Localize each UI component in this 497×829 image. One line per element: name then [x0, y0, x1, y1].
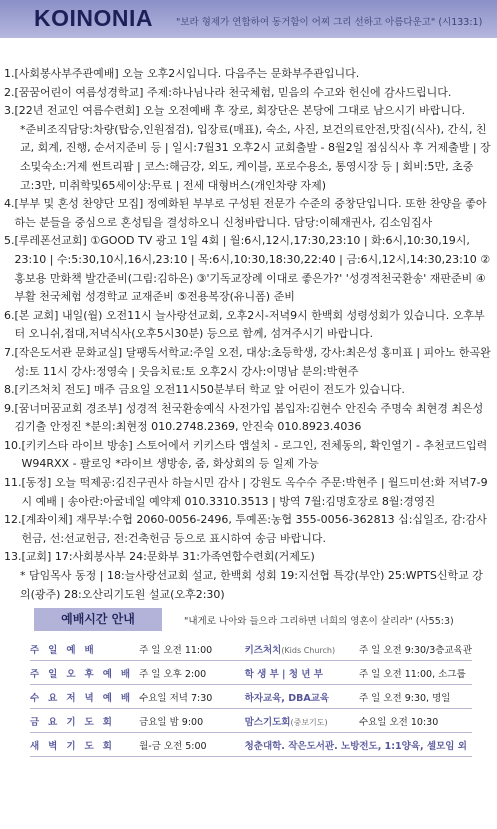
- department-label: 하자교육, DBA교육: [244, 692, 330, 704]
- notice-item: [4, 381, 491, 400]
- notice-number: 6.: [4, 308, 15, 322]
- department-name: [245, 637, 359, 661]
- notice-text: *준비조직담당:차량(탑승,인원점검), 입장료(매표), 숙소, 사진, 보건의료안전,맛집(식사), 간식, 친교, 회계, 진행, 순서지준비 등 | 일시:7월31 오후2시 교회출발 - 8월2일 점심식사 후 거제출발 | 장소및숙소:거제 썬트리팜 | 코스:해금강, 외도, 케이블, 포로수용소, 통영시장 등 | 회비:5만, 초중고:3만, 미취학및65세이상:무료 | 전세 대형버스(개인차량 자제): [20, 122, 491, 192]
- notice-number: 2.: [4, 85, 15, 99]
- notice-item: [4, 400, 491, 437]
- notice-number: 4.: [4, 197, 15, 211]
- schedule-row: [30, 733, 472, 757]
- notice-number: 11.: [4, 476, 22, 490]
- notice-number: 12.: [4, 513, 22, 527]
- notice-item: [4, 511, 491, 548]
- service-name: 새벽기도회: [30, 733, 139, 757]
- service-time: 금요일 밤 9:00: [139, 709, 245, 733]
- notice-item: [4, 437, 491, 474]
- notice-text: [꿈너머꿈교회 경조부] 성경적 천국환송예식 사전가입 봄입자:김현수 안진숙 주명숙 최현경 최은성 김기출 안정진 *분의:최현정 010.2748.2369, 안진숙 010.8923.4036: [14, 401, 484, 434]
- notice-item: [4, 344, 491, 381]
- notice-text: [계좌이체] 재무부:수협 2060-0056-2496, 투예폰:농협 355-0056-362813 십:십일조, 감:감사헌금, 선:선교헌금, 전:건축헌금 등으로 표시하여 송금 바랍니다.: [21, 513, 487, 545]
- notice-text: [키즈처치 전도] 매주 금요일 오전11시50분부터 학교 앞 어린이 전도가 있습니다.: [14, 383, 405, 397]
- schedule-row: [30, 685, 472, 709]
- notice-text: [22년 전교인 여름수련회] 오늘 오전예배 후 장로, 회장단은 본당에 그대로 남으시기 바랍니다.: [14, 104, 466, 118]
- notice-text: [사회봉사부주관예배] 오늘 오후2시입니다. 다음주는 문화부주관입니다.: [14, 67, 360, 80]
- pastor-schedule-note: [4, 567, 491, 604]
- notice-text: [본 교회] 내일(월) 오전11시 늘사랑선교회, 오후2시-저녁9시 한백회 성령성회가 있습니다. 오후부터 오니쉬,접대,저녁식사(오후5시30분) 등으로 함께, 섬겨주시기 바랍니다.: [14, 308, 485, 341]
- notice-number: 7.: [4, 345, 15, 359]
- schedule-title: 예배시간 안내: [34, 608, 162, 631]
- notice-text: [부부 및 혼성 찬양단 모집] 정예화된 부부로 구성된 전문가 수준의 중창단입니다. 또한 찬양을 좋아하는 분들을 중심으로 혼성팀을 결성하오니 신청바랍니다. 담당:이혜재권사, 김소임집사: [14, 197, 487, 229]
- koinonia-logo: KOINONIA: [34, 5, 153, 31]
- service-time: 주 일 오전 11:00: [139, 637, 245, 661]
- bulletin-header: [0, 0, 497, 38]
- pastor-schedule-text: * 담임목사 동정 | 18:늘사랑선교회 설교, 한백회 성회 19:지선협 특강(부안) 25:WPTS신학교 강의(광주) 28:오산리기도원 설교(오후2:30): [20, 569, 483, 601]
- department-name: [245, 709, 359, 733]
- notice-list: [0, 65, 497, 604]
- header-motto: "보라 형제가 연합하여 동거함이 어찌 그리 선하고 아름다운고" (시133:1): [176, 17, 483, 28]
- schedule-header: [34, 608, 497, 631]
- notice-text: [키키스타 라이브 방송] 스토어에서 키키스타 앱설치 - 로그인, 전체동의, 확인열기 - 추천코드입력 W94RXX - 팔로잉 *라이브 생방송, 줌, 화상회의 등 일제 가능: [21, 438, 488, 471]
- notice-item: [4, 474, 491, 511]
- notice-item: [4, 195, 491, 232]
- department-name: [245, 661, 359, 685]
- notice-text: [작은도서관 문화교실] 달팽독서학교:주일 오전, 대상:초등학생, 강사:최은성 홍미표 | 피아노 한곡완성:토 11시 강사:정영숙 | 웃음치료:토 오후2시 강사:이명남 분의:박현주: [14, 345, 491, 378]
- department-time: 주 일 오전 9:30, 명일: [359, 685, 472, 709]
- notice-number: 1.: [4, 67, 15, 80]
- service-name: 금요기도회: [30, 709, 139, 733]
- department-label: 맘스기도회: [244, 716, 291, 728]
- notice-text: [동정] 오늘 떡제공:김진구권사 하늘시민 감사 | 강원도 옥수수 주문:박현주 | 월드미션:화 저녁7-9시 예배 | 송아란:아굴네일 예약제 010.3310.3513 | 방역 7월:김명호장로 8월:경영진: [21, 476, 488, 508]
- schedule-row: [30, 709, 472, 733]
- notice-number: 13.: [4, 550, 22, 564]
- department-time: 수요일 오전 10:30: [359, 709, 472, 733]
- schedule-row: [30, 661, 472, 685]
- service-name: 주일오후예배: [30, 661, 139, 685]
- department-name: [245, 733, 472, 757]
- department-label: 키즈처치: [244, 644, 282, 656]
- department-time: 주 일 오전 9:30/3층교육관: [359, 637, 472, 661]
- schedule-verse: "내게로 나아와 들으라 그리하면 너희의 영혼이 살리라" (사55:3): [184, 615, 454, 627]
- service-time: 주 일 오후 2:00: [139, 661, 245, 685]
- notice-item: [4, 65, 491, 84]
- notice-item: [4, 307, 491, 344]
- notice-text: [루레폰선교회] ①GOOD TV 광고 1일 4회 | 월:6시,12시,17:30,23:10 | 화:6시,10:30,19시, 23:10 | 수:5:30,10시,16시,23:10 | 목:6시,10:30,18:30,22:40 | 금:6시,12시,14:30,23:10 ②홍보용 만화책 발간준비(그림:김하은) ③'기독교장례 이대로 좋은가?' '성경적천국환송' 재판준비 ④부활 천국체험 성경학교 교재준비 ⑤전용복장(유니폼) 준비: [14, 234, 491, 304]
- service-name: 주일예배: [30, 637, 139, 661]
- notice-number: 3.: [4, 104, 15, 118]
- notice-number: 8.: [4, 383, 15, 397]
- department-time: 주 일 오전 11:00, 소그룹: [359, 661, 472, 685]
- department-note: (중보기도): [290, 717, 328, 727]
- schedule-row: [30, 637, 472, 661]
- notice-item: [4, 121, 491, 195]
- department-label: 청춘대학. 작은도서관. 노방전도, 1:1양육, 셀모임 외: [244, 740, 467, 752]
- notice-number: 10.: [4, 438, 22, 452]
- service-name: 수요저녁예배: [30, 685, 139, 709]
- notice-item: [4, 102, 491, 121]
- notice-text: [꿈꿈어린이 여름성경학교] 주제:하나님나라 천국체험, 믿음의 수고와 헌신에 감사드립니다.: [14, 85, 452, 99]
- notice-number: 5.: [4, 234, 15, 248]
- schedule-table: [30, 637, 472, 757]
- department-note: (Kids Church): [281, 645, 336, 655]
- notice-number: 9.: [4, 401, 15, 415]
- service-time: 수요일 저녁 7:30: [139, 685, 245, 709]
- department-name: [245, 685, 359, 709]
- notice-item: [4, 548, 491, 567]
- service-time: 월-금 오전 5:00: [139, 733, 245, 757]
- notice-item: [4, 84, 491, 103]
- notice-text: [교회] 17:사회봉사부 24:문화부 31:가족연합수련회(거제도): [21, 550, 315, 564]
- notice-item: [4, 232, 491, 306]
- department-label: 학 생 부 | 청 년 부: [244, 668, 323, 680]
